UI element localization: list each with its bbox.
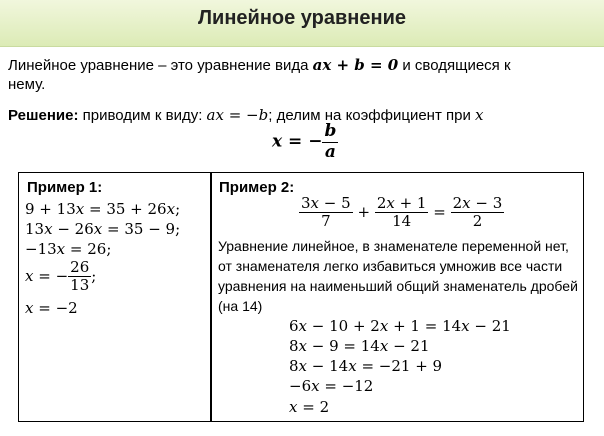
main-formula-fraction [322,122,338,162]
page-title: Линейное уравнение [198,7,406,29]
solution-line [8,106,483,124]
example2-step: −6x = −12 [289,377,374,395]
example2-fraction [451,195,505,231]
example2-f2-num: 2x + 1 [376,194,427,212]
example2-f2-den: 14 [392,212,412,231]
example1-heading: Пример 1: [27,179,103,196]
examples-table [18,172,584,422]
example1-fraction [68,259,91,295]
example1-result: x = −2 [25,299,78,317]
example2-f1-num: 3x − 5 [301,194,351,212]
definition-cont: нему. [8,76,46,93]
main-formula-lhs: x = − [272,131,323,152]
example1-line: 13x − 26x = 35 − 9; [25,220,181,238]
main-formula-num: b [324,121,337,141]
example2-f3-num: 2x − 3 [452,194,503,212]
example2-explanation: Уравнение линейное, в знаменателе переменной нет, от знаменателя легко избавиться умножив все части уравнения на наименьший общий знаменатель дробей (на 14) [218,238,578,314]
example2-step: 8x − 14x = −21 + 9 [289,357,443,375]
example2-plus: + [357,202,371,221]
solution-after: ; делим на коэффициент при [268,107,476,124]
title-bar [0,0,604,47]
example2-f1-den: 7 [321,212,331,231]
example2-equation [299,195,504,231]
main-formula [272,122,338,162]
solution-text: приводим к виду: [78,107,207,124]
example1-frac-den: 13 [70,276,90,295]
example2-step: 8x − 9 = 14x − 21 [289,337,430,355]
definition-line [8,56,511,74]
example2-result: x = 2 [289,398,330,416]
example2-f3-den: 2 [472,212,483,231]
example2-heading: Пример 2: [219,179,295,196]
solution-var: x [475,106,484,124]
example1-fraction-line [25,259,96,295]
example2-step: 6x − 10 + 2x + 1 = 14x − 21 [289,317,511,335]
definition-text: Линейное уравнение – это уравнение вида [8,57,313,74]
definition-after: и сводящиеся к [398,57,511,74]
solution-formula: ax = −b [206,106,269,124]
example1-line: −13x = 26; [25,240,112,258]
example2-equals: = [433,202,446,221]
column-divider [210,173,212,421]
example1-frac-num: 26 [70,258,90,276]
example1-line: 9 + 13x = 35 + 26x; [25,200,181,218]
example1-frac-lhs: x = − [25,266,69,285]
example1-frac-tail: ; [91,266,97,285]
example2-fraction [299,195,353,231]
solution-label: Решение: [8,107,79,124]
definition-formula: ax + b = 0 [312,56,399,74]
main-formula-den: a [324,141,336,162]
example2-fraction [375,195,429,231]
